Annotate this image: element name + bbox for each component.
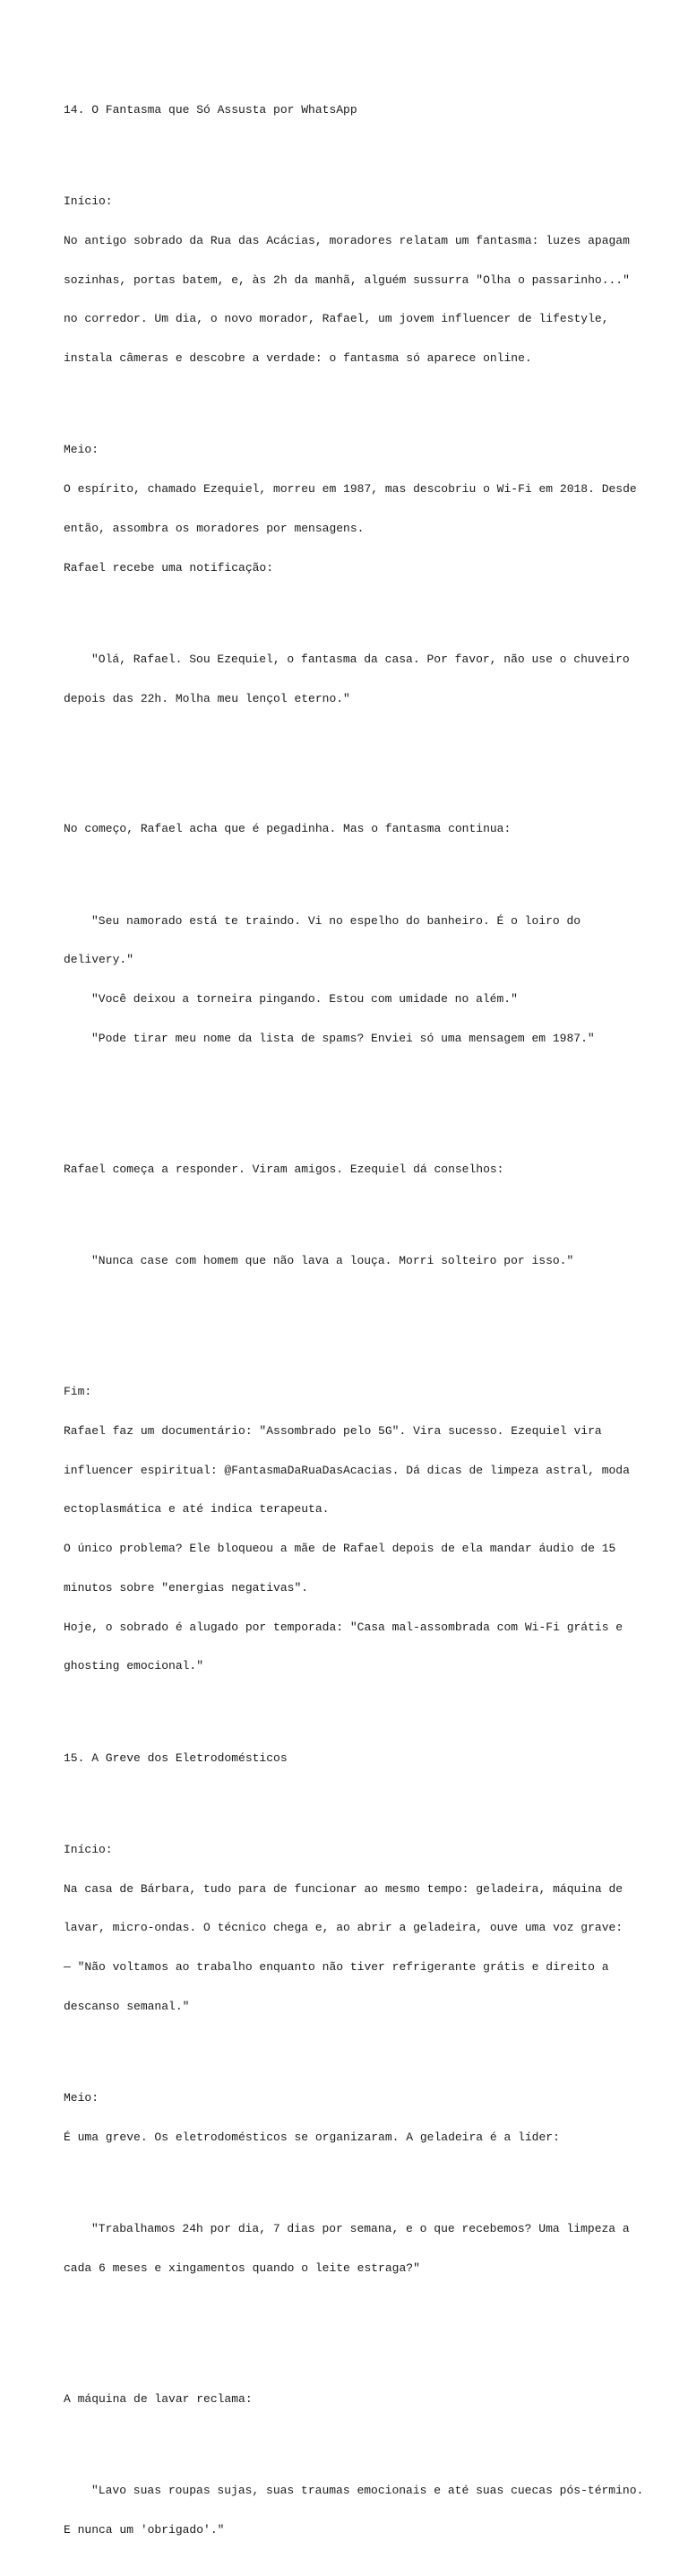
story-14-quote-line: "Olá, Rafael. Sou Ezequiel, o fantasma da casa. Por favor, não use o chuveiro <box>91 652 630 666</box>
blank-line <box>64 862 646 876</box>
blank-line <box>64 2302 646 2315</box>
story-14-conselhos: Rafael começa a responder. Viram amigos. Ezequiel dá conselhos: <box>64 1162 504 1176</box>
blank-line <box>64 731 646 745</box>
story-15-meio-label: Meio: <box>64 2091 99 2105</box>
story-14-quote-line: "Seu namorado está te traindo. Vi no espelho do banheiro. É o loiro do <box>91 913 581 928</box>
blank-line <box>64 1294 646 1308</box>
story-14-fim-line: ectoplasmática e até indica terapeuta. <box>64 1502 330 1517</box>
story-14-inicio-label: Início: <box>64 194 113 208</box>
story-15-inicio-label: Início: <box>64 1842 113 1856</box>
blank-line <box>64 2171 646 2184</box>
blank-line <box>64 601 646 614</box>
story-14-quote-line: "Nunca case com homem que não lava a louça. Morri solteiro por isso." <box>91 1254 574 1268</box>
blank-line <box>64 143 646 157</box>
blank-line <box>64 1334 646 1347</box>
story-14-fim-line: minutos sobre "energias negativas". <box>64 1580 309 1595</box>
story-15-meio-line: É uma greve. Os eletrodomésticos se organizaram. A geladeira é a líder: <box>64 2130 560 2144</box>
story-15-maquina: A máquina de lavar reclama: <box>64 2391 253 2406</box>
story-14-fim-line: O único problema? Ele bloqueou a mãe de Rafael depois de ela mandar áudio de 15 <box>64 1542 616 1556</box>
story-14-inicio-line: No antigo sobrado da Rua das Acácias, moradores relatam um fantasma: luzes apagam <box>64 233 630 247</box>
blank-line <box>64 1699 646 1713</box>
story-14-meio-line: então, assombra os moradores por mensagens. <box>64 521 365 535</box>
story-14-continua: No começo, Rafael acha que é pegadinha. Mas o fantasma continua: <box>64 822 512 836</box>
story-14-inicio-line: sozinhas, portas batem, e, às 2h da manhã, alguém sussurra "Olha o passarinho..." <box>64 272 630 287</box>
story-14-fim-line: Hoje, o sobrado é alugado por temporada: "Casa mal-assombrada com Wi-Fi grátis e <box>64 1620 624 1634</box>
story-14-title: 14. O Fantasma que Só Assusta por WhatsApp <box>64 102 357 117</box>
story-15-inicio-line: descanso semanal." <box>64 1999 190 2013</box>
story-14-inicio-line: instala câmeras e descobre a verdade: o fantasma só aparece online. <box>64 351 532 366</box>
story-14-quote-line: delivery." <box>64 953 134 967</box>
story-15-quote-line: cada 6 meses e xingamentos quando o leite estraga?" <box>64 2260 420 2275</box>
blank-line <box>64 1072 646 1085</box>
story-14-fim-line: influencer espiritual: @FantasmaDaRuaDasAcacias. Dá dicas de limpeza astral, moda <box>64 1463 630 1477</box>
story-15-quote-line: "Lavo suas roupas sujas, suas traumas emocionais e até suas cuecas pós-término. <box>91 2483 644 2497</box>
blank-line <box>64 2340 646 2354</box>
document-body <box>64 65 646 2576</box>
story-14-quote-line: "Pode tirar meu nome da lista de spams? Enviei só uma mensagem em 1987." <box>91 1031 595 1045</box>
story-14-quote-line: "Você deixou a torneira pingando. Estou com umidade no além." <box>91 992 518 1007</box>
blank-line <box>64 1791 646 1804</box>
story-14-fim-line: ghosting emocional." <box>64 1659 204 1673</box>
story-15-quote-line: E nunca um 'obrigado'." <box>64 2522 225 2537</box>
story-15-inicio-line: — "Não voltamos ao trabalho enquanto não tiver refrigerante grátis e direito a <box>64 1960 609 1975</box>
story-15-title: 15. A Greve dos Eletrodomésticos <box>64 1750 288 1765</box>
story-15-inicio-line: lavar, micro-ondas. O técnico chega e, ao abrir a geladeira, ouve uma voz grave: <box>64 1921 624 1935</box>
blank-line <box>64 392 646 405</box>
story-14-fim-label: Fim: <box>64 1384 92 1398</box>
story-14-inicio-line: no corredor. Um dia, o novo morador, Rafael, um jovem influencer de lifestyle, <box>64 312 609 326</box>
blank-line <box>64 2432 646 2445</box>
story-14-meio-label: Meio: <box>64 443 99 457</box>
blank-line <box>64 771 646 784</box>
story-14-meio-line: Rafael recebe uma notificação: <box>64 560 274 575</box>
story-15-quote-line: "Trabalhamos 24h por dia, 7 dias por semana, e o que recebemos? Uma limpeza a <box>91 2221 630 2235</box>
blank-line <box>64 1203 646 1216</box>
story-15-inicio-line: Na casa de Bárbara, tudo para de funcionar ao mesmo tempo: geladeira, máquina de <box>64 1881 624 1896</box>
blank-line <box>64 1111 646 1125</box>
story-14-quote-line: depois das 22h. Molha meu lençol eterno." <box>64 691 350 705</box>
story-14-meio-line: O espírito, chamado Ezequiel, morreu em 1987, mas descobriu o Wi-Fi em 2018. Desde <box>64 482 637 496</box>
story-14-fim-line: Rafael faz um documentário: "Assombrado pelo 5G". Vira sucesso. Ezequiel vira <box>64 1423 602 1438</box>
blank-line <box>64 2040 646 2053</box>
